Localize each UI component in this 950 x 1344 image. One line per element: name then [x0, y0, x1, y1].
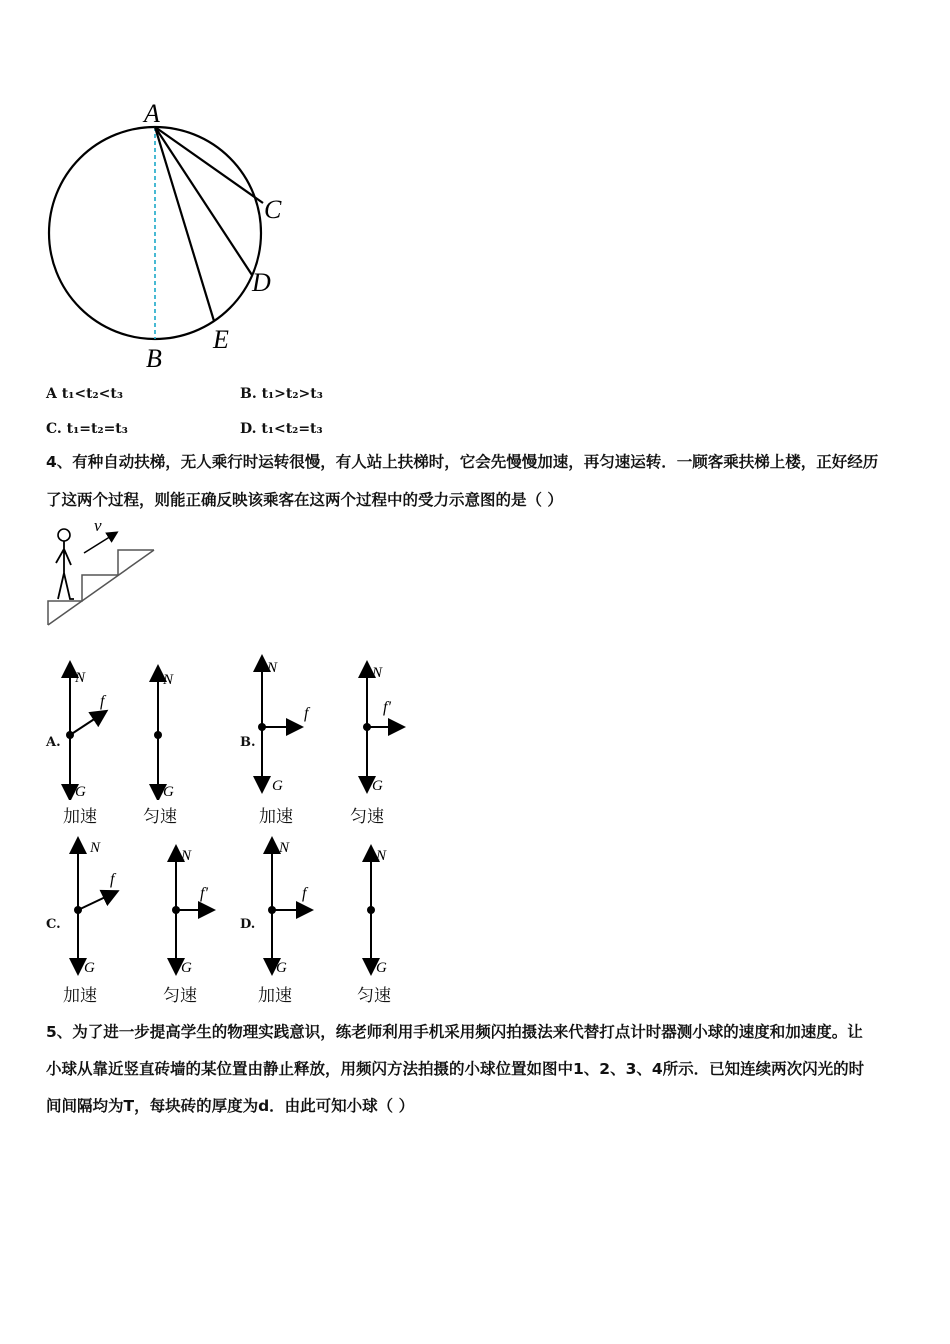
caption-b-accelerate: 加速 [259, 807, 293, 827]
diagram-b-uniform [363, 664, 402, 794]
person-body [56, 541, 74, 599]
diagram-c-accelerate [74, 840, 117, 976]
svg-text:f: f [302, 885, 307, 902]
svg-text:N: N [75, 670, 86, 686]
diagram-b-accelerate [258, 658, 311, 794]
q4-option-a[interactable]: A. [46, 735, 61, 750]
chord-ac [155, 127, 263, 203]
q4-question-line1: 4、有种自动扶梯，无人乘行时运转很慢，有人站上扶梯时，它会先慢慢加速，再匀速运转．一顾客乘扶梯上楼，正好经历 [46, 453, 879, 471]
diagram-d-accelerate [268, 840, 310, 976]
q3-option-c[interactable]: C. t₁=t₂=t₃ [46, 421, 128, 437]
point-e-label: E [213, 325, 229, 354]
svg-text:N: N [372, 665, 383, 681]
diagram-a-accelerate [66, 664, 107, 800]
svg-text:G: G [272, 778, 283, 794]
force-diagrams-row2 [0, 830, 420, 980]
svg-text:G: G [372, 778, 383, 794]
svg-text:N: N [376, 848, 387, 864]
point-a-label: A [144, 99, 160, 128]
q3-option-a[interactable]: A t₁<t₂<t₃ [46, 386, 123, 402]
q4-question-line2: 了这两个过程，则能正确反映该乘客在这两个过程中的受力示意图的是（ ） [46, 491, 563, 509]
caption-b-uniform: 匀速 [350, 807, 384, 827]
q5-question-line1: 5、为了进一步提高学生的物理实践意识，练老师利用手机采用频闪拍摄法来代替打点计时器测小球的速度和加速度。让 [46, 1023, 863, 1041]
diagram-d-uniform [367, 848, 387, 976]
escalator-figure [44, 515, 164, 630]
point-c-label: C [264, 195, 282, 224]
svg-text:f: f [110, 871, 115, 888]
velocity-arrow [84, 533, 116, 553]
caption-d-uniform: 匀速 [357, 986, 391, 1006]
q5-question-line2: 小球从靠近竖直砖墙的某位置由静止释放，用频闪方法拍摄的小球位置如图中1、2、3、4所示．已知连续两次闪光的时 [46, 1060, 865, 1078]
q4-option-b[interactable]: B. [240, 735, 256, 750]
svg-text:N: N [163, 672, 174, 688]
circle-chord-figure [30, 95, 310, 375]
diagram-c-uniform [172, 848, 212, 976]
q4-option-c[interactable]: C. [46, 917, 61, 932]
svg-text:f': f' [200, 885, 208, 902]
svg-text:G: G [84, 960, 95, 976]
svg-text:f: f [100, 693, 105, 710]
svg-text:G: G [163, 784, 174, 800]
chord-ad [155, 127, 252, 275]
svg-text:f: f [304, 705, 309, 722]
svg-text:f': f' [383, 699, 391, 716]
diagram-a-uniform [154, 668, 174, 800]
caption-c-accelerate: 加速 [63, 986, 97, 1006]
chord-ae [155, 127, 214, 321]
q3-option-b[interactable]: B. t₁>t₂>t₃ [240, 386, 323, 402]
q3-option-d[interactable]: D. t₁<t₂=t₃ [240, 421, 323, 437]
caption-c-uniform: 匀速 [163, 986, 197, 1006]
svg-text:N: N [279, 840, 290, 856]
point-b-label: B [146, 344, 162, 373]
caption-d-accelerate: 加速 [258, 986, 292, 1006]
q5-question-line3: 间间隔均为T，每块砖的厚度为d．由此可知小球（ ） [46, 1097, 415, 1115]
q4-option-d[interactable]: D. [240, 917, 256, 932]
velocity-label: v [94, 516, 102, 535]
point-d-label: D [252, 268, 271, 297]
svg-text:N: N [90, 840, 101, 856]
svg-text:N: N [267, 660, 278, 676]
caption-a-accelerate: 加速 [63, 807, 97, 827]
force-diagrams-row1 [0, 650, 420, 800]
svg-text:N: N [181, 848, 192, 864]
person-head [58, 529, 70, 541]
svg-text:G: G [276, 960, 287, 976]
svg-text:G: G [181, 960, 192, 976]
caption-a-uniform: 匀速 [143, 807, 177, 827]
svg-text:G: G [376, 960, 387, 976]
svg-text:G: G [75, 784, 86, 800]
